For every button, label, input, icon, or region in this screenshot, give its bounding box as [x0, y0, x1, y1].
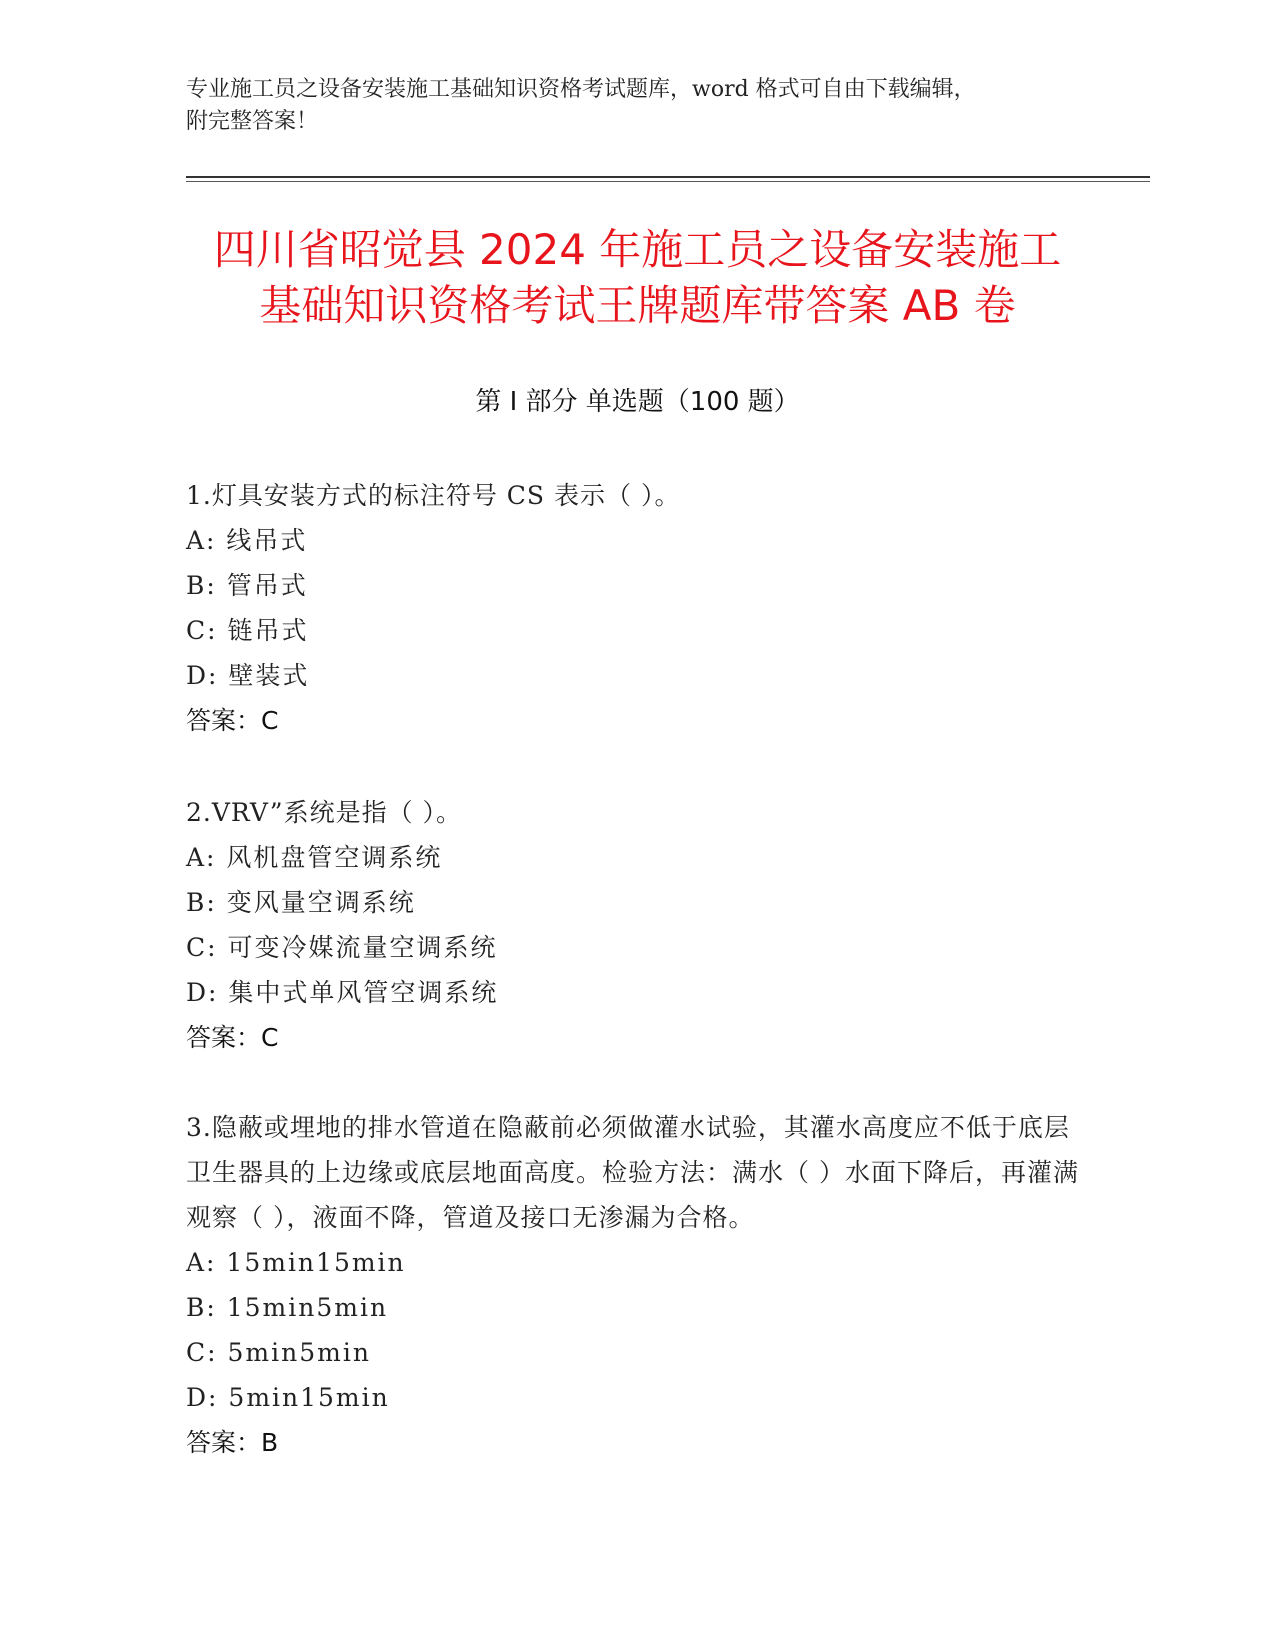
answer: 答案：B: [186, 1428, 279, 1457]
option-c: C: 可变冷媒流量空调系统: [186, 933, 498, 962]
document-title: [160, 222, 1115, 334]
document-title-line-1: 四川省昭觉县 2024 年施工员之设备安装施工: [213, 225, 1062, 274]
option-b: B: 管吊式: [186, 571, 308, 600]
section-heading: 第 I 部分 单选题（100 题）: [475, 387, 800, 417]
option-a: A: 风机盘管空调系统: [186, 843, 443, 872]
header-note-line-1: 专业施工员之设备安装施工基础知识资格考试题库，word 格式可自由下载编辑，: [186, 77, 976, 102]
option-b: B: 变风量空调系统: [186, 888, 416, 917]
header-note-line-2: 附完整答案！: [186, 109, 319, 134]
header-rule-thick: [186, 176, 1150, 178]
question-stem: 1.灯具安装方式的标注符号 CS 表示（ ）。: [186, 481, 681, 510]
header-note: [186, 74, 1086, 138]
header-rule-thin: [186, 181, 1150, 182]
option-d: D: 5min15min: [186, 1383, 390, 1412]
question-1: [186, 473, 1086, 743]
option-a: A: 15min15min: [186, 1248, 406, 1277]
question-stem: 3.隐蔽或埋地的排水管道在隐蔽前必须做灌水试验，其灌水高度应不低于底层卫生器具的上边缘或底层地面高度。检验方法：满水（ ）水面下降后，再灌满观察（ ），液面不降，管道及接口无渗漏为合格。: [186, 1113, 1079, 1232]
option-c: C: 5min5min: [186, 1338, 371, 1367]
question-2: [186, 790, 1086, 1060]
option-d: D: 集中式单风管空调系统: [186, 978, 499, 1007]
answer: 答案：C: [186, 1023, 279, 1052]
answer: 答案：C: [186, 706, 279, 735]
question-stem: 2.VRV”系统是指（ ）。: [186, 798, 463, 827]
option-c: C: 链吊式: [186, 616, 309, 645]
option-b: B: 15min5min: [186, 1293, 389, 1322]
question-3: [186, 1105, 1086, 1465]
option-d: D: 壁装式: [186, 661, 310, 690]
document-title-line-2: 基础知识资格考试王牌题库带答案 AB 卷: [259, 281, 1016, 330]
option-a: A: 线吊式: [186, 526, 308, 555]
